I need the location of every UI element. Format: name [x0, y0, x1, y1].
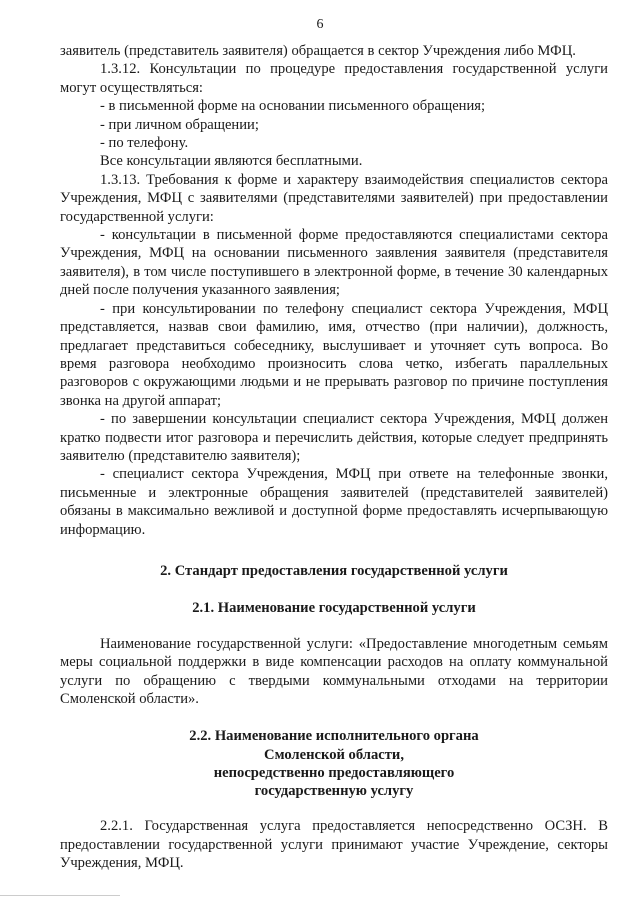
section-heading: 2. Стандарт предоставления государственной услуги: [160, 562, 508, 579]
list-item: - при личном обращении;: [100, 116, 259, 133]
list-item: - специалист сектора Учреждения, МФЦ при ответе на телефонные звонки, письменные и электронные обращения заявителей (представителей заявителей) обязаны в максимально вежливой и доступной форме предоставлять исчерпывающую информацию.: [60, 466, 608, 538]
paragraph-1-3-12: 1.3.12. Консультации по процедуре предоставления государственной услуги могут осуществляться:: [60, 61, 608, 96]
page-number: 6: [316, 17, 324, 32]
list-item: - по телефону.: [100, 135, 189, 152]
page-divider: [0, 895, 120, 896]
list-item: - консультации в письменной форме предоставляются специалистами сектора Учреждения, МФЦ на основании письменного заявления заявителя (представителя заявителя), в том числе поступившего в электронной форме, в течение 30 календарных дней после получения указанного заявления;: [60, 227, 608, 299]
paragraph-1-3-13: 1.3.13. Требования к форме и характеру взаимодействия специалистов сектора Учреждения, МФЦ с заявителями (представителями заявителей) при предоставлении государственной услуги:: [60, 171, 608, 225]
list-item: - при консультировании по телефону специалист сектора Учреждения, МФЦ представляется, назвав свои фамилию, имя, отчество (при наличии), должность, предлагает представиться собеседнику, выслушивает и уточняет суть вопроса. Во время разговора необходимо произносить слова четко, избегать параллельных разговоров с окружающими людьми и не прерывать разговор по причине поступления звонка на другой аппарат;: [60, 300, 608, 409]
paragraph-2-2-1: 2.2.1. Государственная услуга предоставляется непосредственно ОСЗН. В предоставлении государственной услуги принимают участие Учреждение, секторы Учреждения, МФЦ.: [60, 818, 608, 872]
heading-line: 2.2. Наименование исполнительного органа: [189, 728, 479, 745]
subsection-heading-2-2: [60, 727, 608, 800]
list-item: - по завершении консультации специалист сектора Учреждения, МФЦ должен кратко подвести итог разговора и перечислить действия, которые следует предпринять заявителю (представителю заявителя);: [60, 411, 608, 464]
heading-line: непосредственно предоставляющего: [213, 764, 455, 781]
list-item: - в письменной форме на основании письменного обращения;: [100, 98, 486, 115]
paragraph-2-1: Наименование государственной услуги: «Предоставление многодетным семьям меры социальной поддержки в виде компенсации расходов на оплату коммунальной услуги по обращению с твердыми коммунальными отходами на территории Смоленской области».: [60, 635, 608, 707]
paragraph: заявитель (представитель заявителя) обращается в сектор Учреждения либо МФЦ.: [60, 43, 576, 59]
subsection-heading: 2.1. Наименование государственной услуги: [192, 600, 476, 617]
heading-line: Смоленской области,: [264, 746, 404, 763]
document-body: [60, 42, 608, 872]
heading-line: государственную услугу: [254, 783, 414, 800]
paragraph: Все консультации являются бесплатными.: [100, 153, 363, 170]
